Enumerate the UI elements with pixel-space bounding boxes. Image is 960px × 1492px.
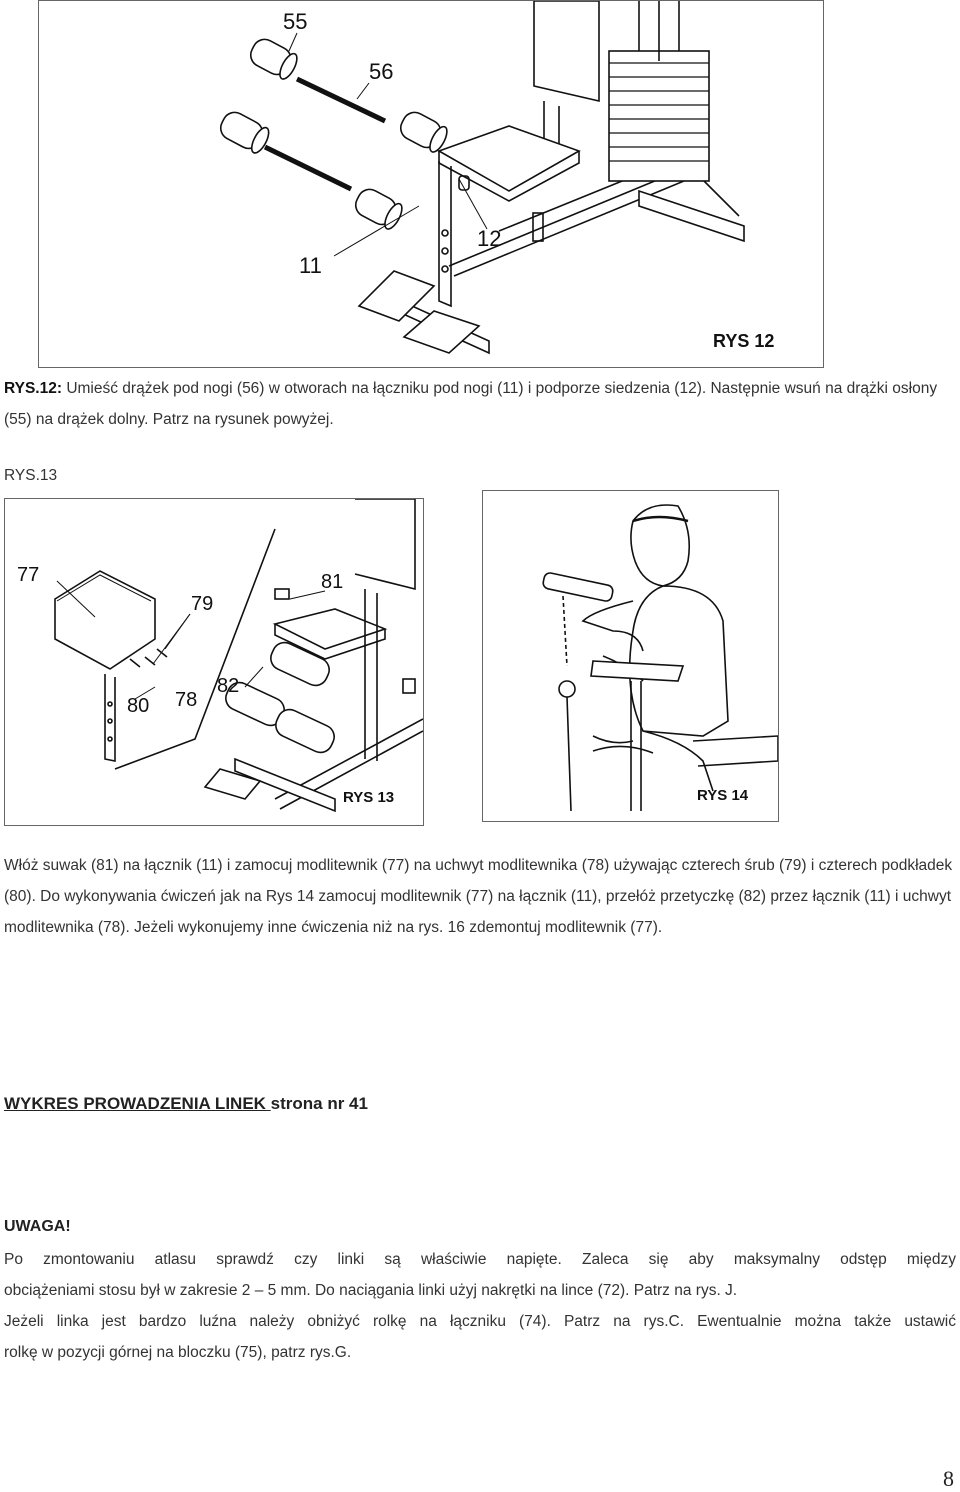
callout-80: 80 <box>127 695 150 717</box>
cable-chart-underlined: WYKRES PROWADZENIA LINEK <box>4 1094 271 1113</box>
warning-title: UWAGA! <box>4 1218 71 1235</box>
page-number: 8 <box>943 1466 954 1491</box>
callout-11: 11 <box>299 253 322 278</box>
callout-82: 82 <box>217 675 240 697</box>
step12-paragraph <box>4 373 956 435</box>
weight-stack <box>609 1 709 181</box>
cable-chart-page-ref: strona nr 41 <box>270 1094 368 1113</box>
figure-caption-rys12: RYS 12 <box>713 331 775 351</box>
rys12-drawing <box>39 1 823 367</box>
warning-line-3: Jeżeli linka jest bardzo luźna należy obniżyć rolkę na łączniku (74). Patrz na rys.C. Ewentualnie można także ustawić <box>4 1313 956 1330</box>
step13-label: RYS.13 <box>4 467 58 484</box>
callout-77: 77 <box>17 564 40 586</box>
warning-line-2: obciążeniami stosu był w zakresie 2 – 5 mm. Do naciągania linki użyj nakrętki na lince (72). Patrz na rys. J. <box>4 1282 738 1299</box>
callout-55: 55 <box>283 9 308 34</box>
rys14-drawing <box>483 491 778 821</box>
rys13-drawing <box>5 499 423 825</box>
figure-caption-rys14: RYS 14 <box>697 787 749 804</box>
callout-56: 56 <box>369 59 394 84</box>
step12-label: RYS.12: <box>4 380 63 397</box>
callout-78: 78 <box>175 689 198 711</box>
cable-chart-heading <box>4 1094 368 1114</box>
figure-rys13 <box>4 498 424 826</box>
figure-rys14 <box>482 490 779 822</box>
figure-caption-rys13: RYS 13 <box>343 789 395 806</box>
step13-paragraph <box>4 850 956 943</box>
step13-text: Włóż suwak (81) na łącznik (11) i zamocuj modlitewnik (77) na uchwyt modlitewnika (78) używając czterech śrub (79) i czterech podkładek (80). Do wykonywania ćwiczeń jak na Rys 14 zamocuj modlitewnik (77) na łącznik (11), przełóż przetyczkę (82) przez łącznik (11) i uchwyt modlitewnika (78). Jeżeli wykonujemy inne ćwiczenia niż na rys. 16 zdemontuj modlitewnik (77). <box>4 857 953 936</box>
callout-79: 79 <box>191 593 214 615</box>
step12-text: Umieść drążek pod nogi (56) w otworach na łączniku pod nogi (11) i podporze siedzenia (12). Następnie wsuń na drążki osłony (55) na drążek dolny. Patrz na rysunek powyżej. <box>4 380 938 428</box>
leg-pad-lower <box>217 108 273 155</box>
callout-81: 81 <box>321 571 344 593</box>
warning-line-4: rolkę w pozycji górnej na bloczku (75), patrz rys.G. <box>4 1344 352 1361</box>
leg-pad-upper <box>247 35 301 81</box>
step13-label-line <box>4 460 956 491</box>
warning-line-1: Po zmontowaniu atlasu sprawdź czy linki są właściwie napięte. Zaleca się aby maksymalny odstęp między <box>4 1251 956 1268</box>
callout-12: 12 <box>477 226 502 251</box>
figure-rys12 <box>38 0 824 368</box>
